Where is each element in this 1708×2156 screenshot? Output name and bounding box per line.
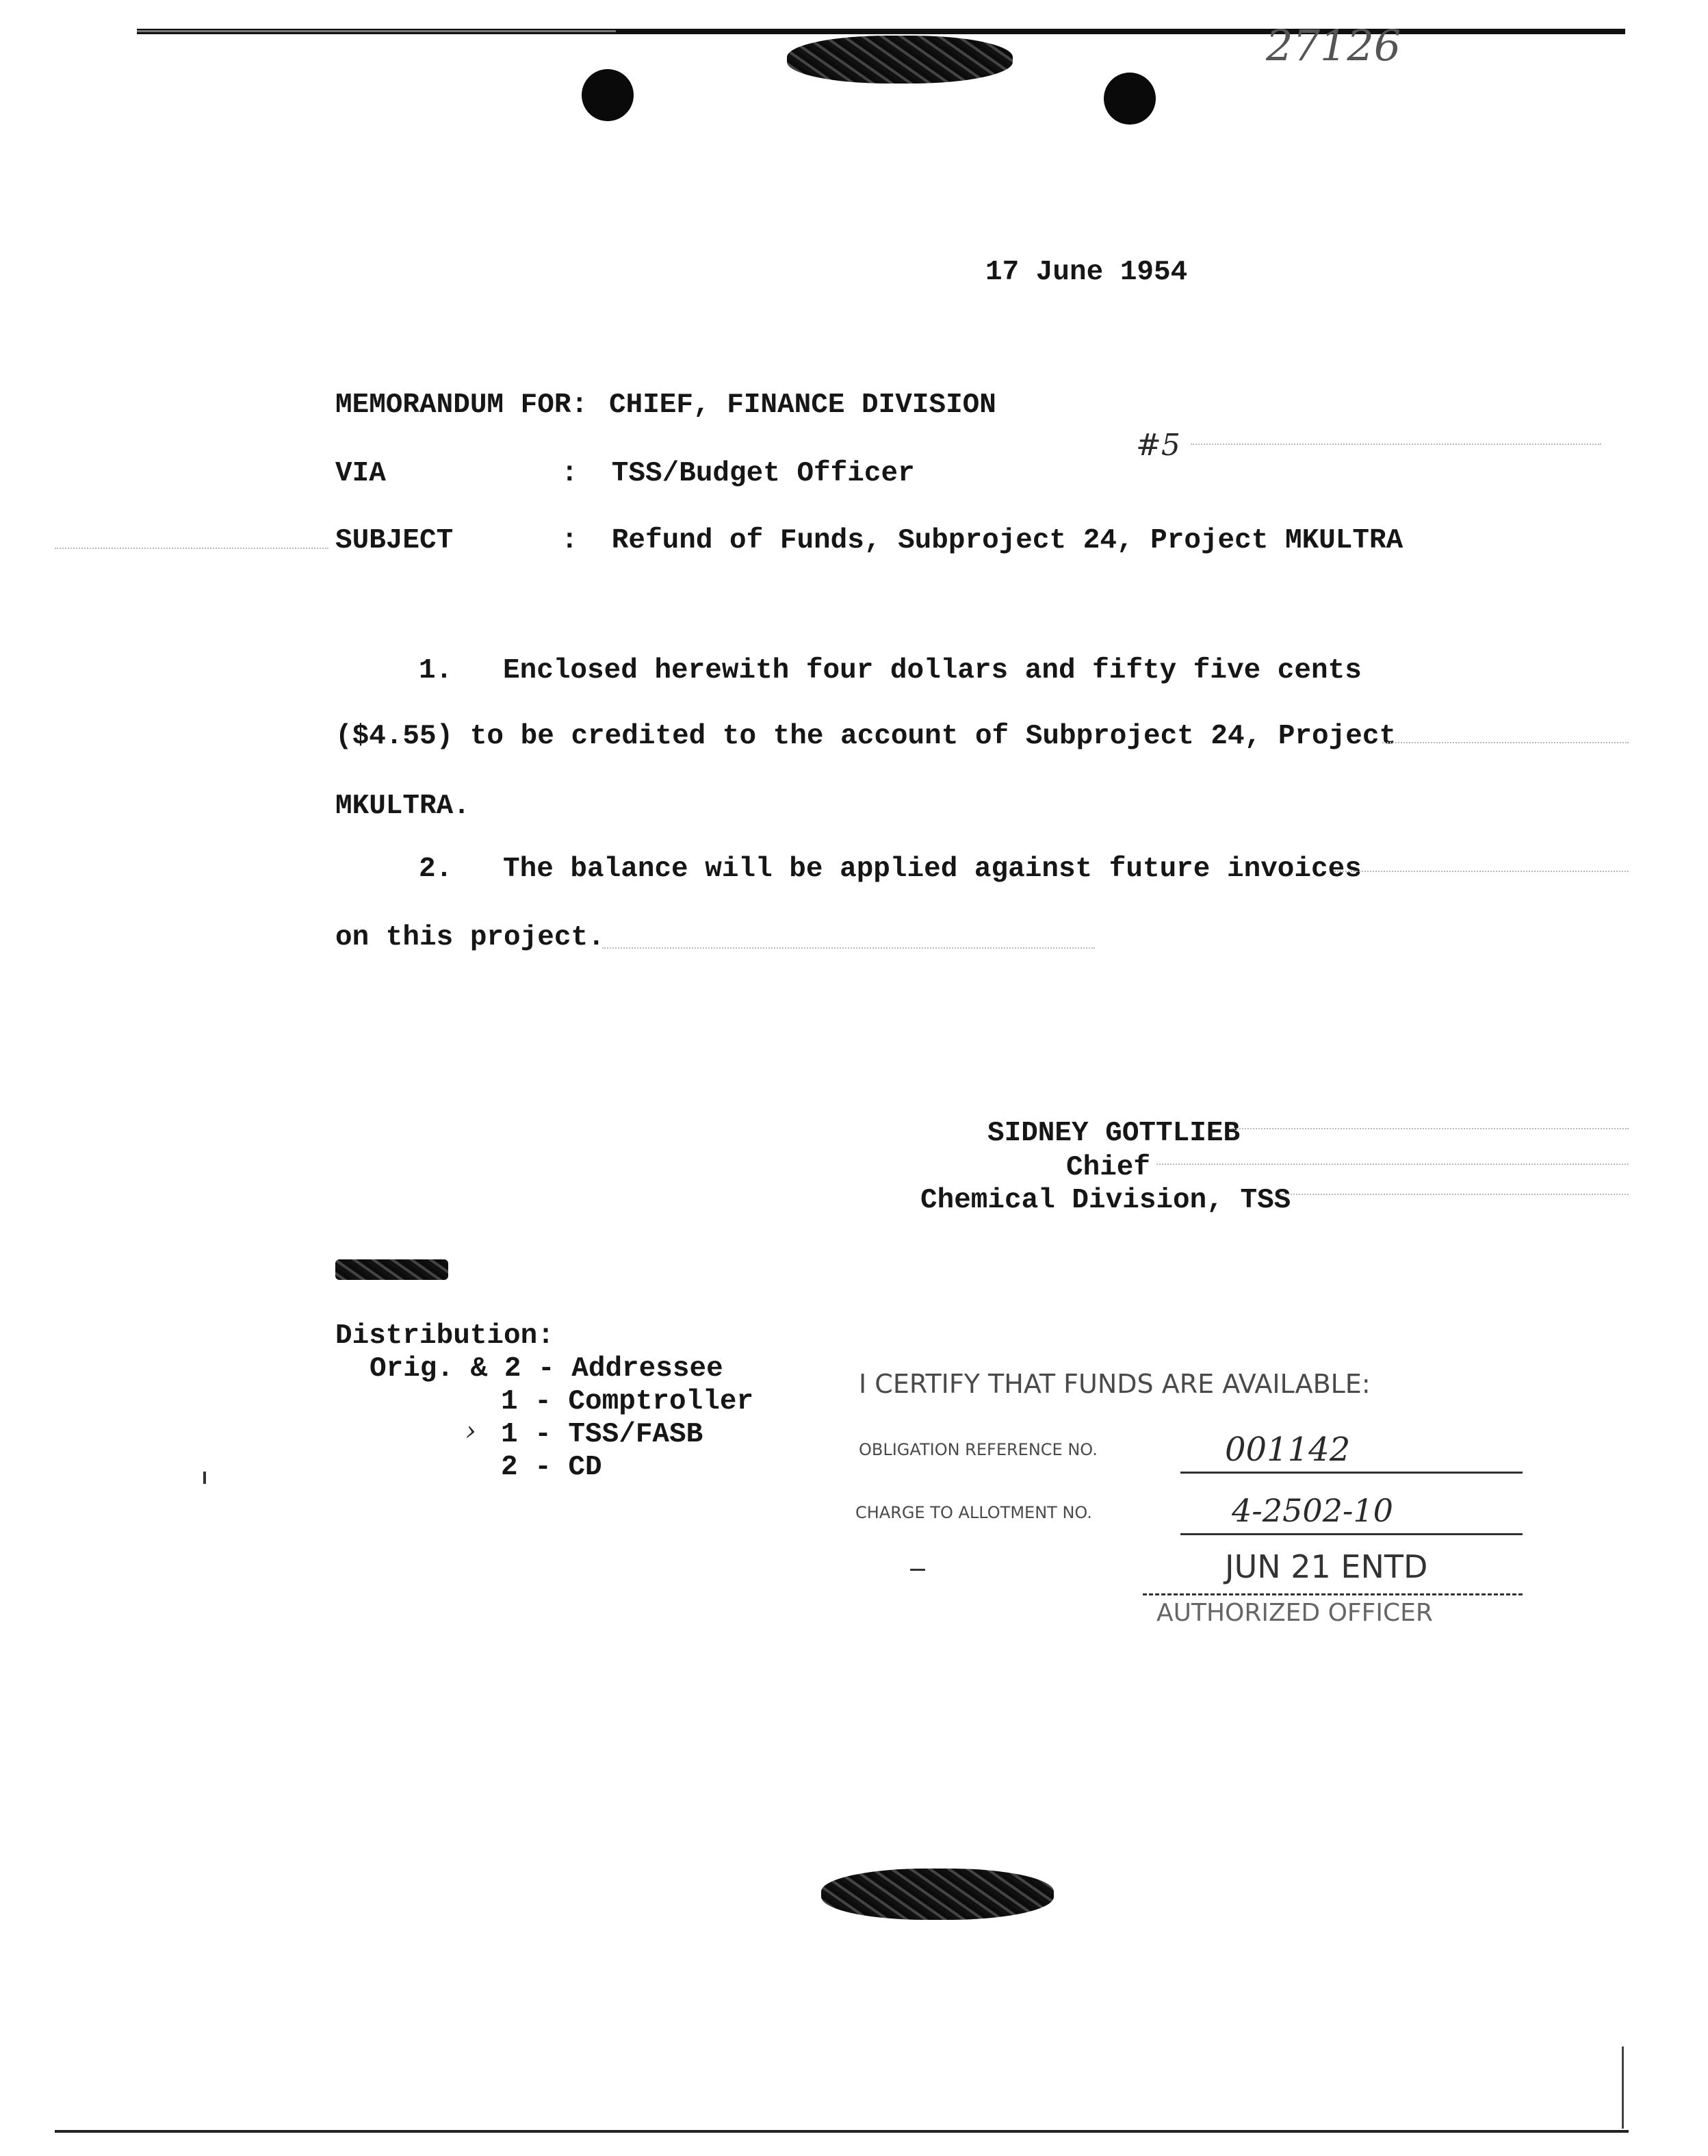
charge-label: CHARGE TO ALLOTMENT NO. — [855, 1503, 1092, 1522]
left-mark — [203, 1472, 206, 1484]
paragraph-1-line-3: MKULTRA. — [335, 791, 470, 822]
via-label: VIA — [335, 458, 386, 489]
scan-dotline — [55, 548, 328, 549]
subject-label: SUBJECT — [335, 525, 454, 556]
redaction-smudge-bottom — [821, 1869, 1054, 1920]
punch-hole-right — [1104, 73, 1156, 125]
signature-name: SIDNEY GOTTLIEB — [987, 1118, 1241, 1149]
signature-title: Chief — [1066, 1152, 1151, 1183]
obligation-value: 001142 — [1225, 1430, 1351, 1469]
authorized-label: AUTHORIZED OFFICER — [1156, 1599, 1433, 1627]
memo-for-label: MEMORANDUM FOR: — [335, 389, 588, 421]
paragraph-1-line-2: ($4.55) to be credited to the account of Subproject 24, Project — [335, 721, 1397, 752]
corner-handwriting: 27126 — [1266, 21, 1401, 70]
subject-value: : Refund of Funds, Subproject 24, Project MKULTRA — [561, 525, 1403, 556]
scan-dotline — [1232, 1128, 1629, 1129]
scan-dotline — [602, 947, 1095, 949]
charge-underline — [1180, 1533, 1523, 1535]
distribution-item: 1 - Comptroller — [501, 1386, 754, 1417]
scan-dotline — [1191, 444, 1601, 445]
redacted-initials — [335, 1259, 448, 1280]
scan-dotline — [1280, 1194, 1629, 1195]
via-value: : TSS/Budget Officer — [561, 458, 915, 489]
scan-dotline — [1334, 871, 1629, 872]
stamp-dash — [910, 1569, 925, 1571]
paragraph-1-line-1: 1. Enclosed herewith four dollars and fifty five cents — [419, 655, 1362, 686]
distribution-item: Orig. & 2 - Addressee — [370, 1353, 723, 1385]
punch-hole-left — [582, 69, 634, 121]
memo-date: 17 June 1954 — [985, 257, 1188, 288]
obligation-underline — [1180, 1472, 1523, 1474]
handwritten-mark: #5 — [1136, 428, 1180, 463]
paragraph-2-line-1: 2. The balance will be applied against future invoices — [419, 854, 1362, 885]
signature-division: Chemical Division, TSS — [920, 1185, 1291, 1216]
obligation-label: OBLIGATION REFERENCE NO. — [859, 1440, 1098, 1459]
left-top-line — [137, 30, 616, 32]
right-edge-line — [1622, 2046, 1624, 2129]
distribution-item: 2 - CD — [501, 1452, 602, 1483]
distribution-label: Distribution: — [335, 1320, 554, 1352]
authorized-line — [1143, 1593, 1523, 1595]
certify-text: I CERTIFY THAT FUNDS ARE AVAILABLE: — [859, 1369, 1371, 1399]
scan-dotline — [1382, 742, 1629, 743]
redaction-smudge-top — [787, 36, 1013, 84]
scan-dotline — [1156, 1164, 1629, 1165]
charge-value: 4-2502-10 — [1232, 1492, 1393, 1529]
date-stamp: JUN 21 ENTD — [1225, 1548, 1428, 1585]
distribution-item: 1 - TSS/FASB — [501, 1419, 703, 1450]
memo-for-value: CHIEF, FINANCE DIVISION — [609, 389, 996, 421]
paragraph-2-line-2: on this project. — [335, 922, 605, 953]
bottom-border-line — [55, 2130, 1629, 2133]
checkmark-arrow-icon: › — [465, 1415, 476, 1447]
